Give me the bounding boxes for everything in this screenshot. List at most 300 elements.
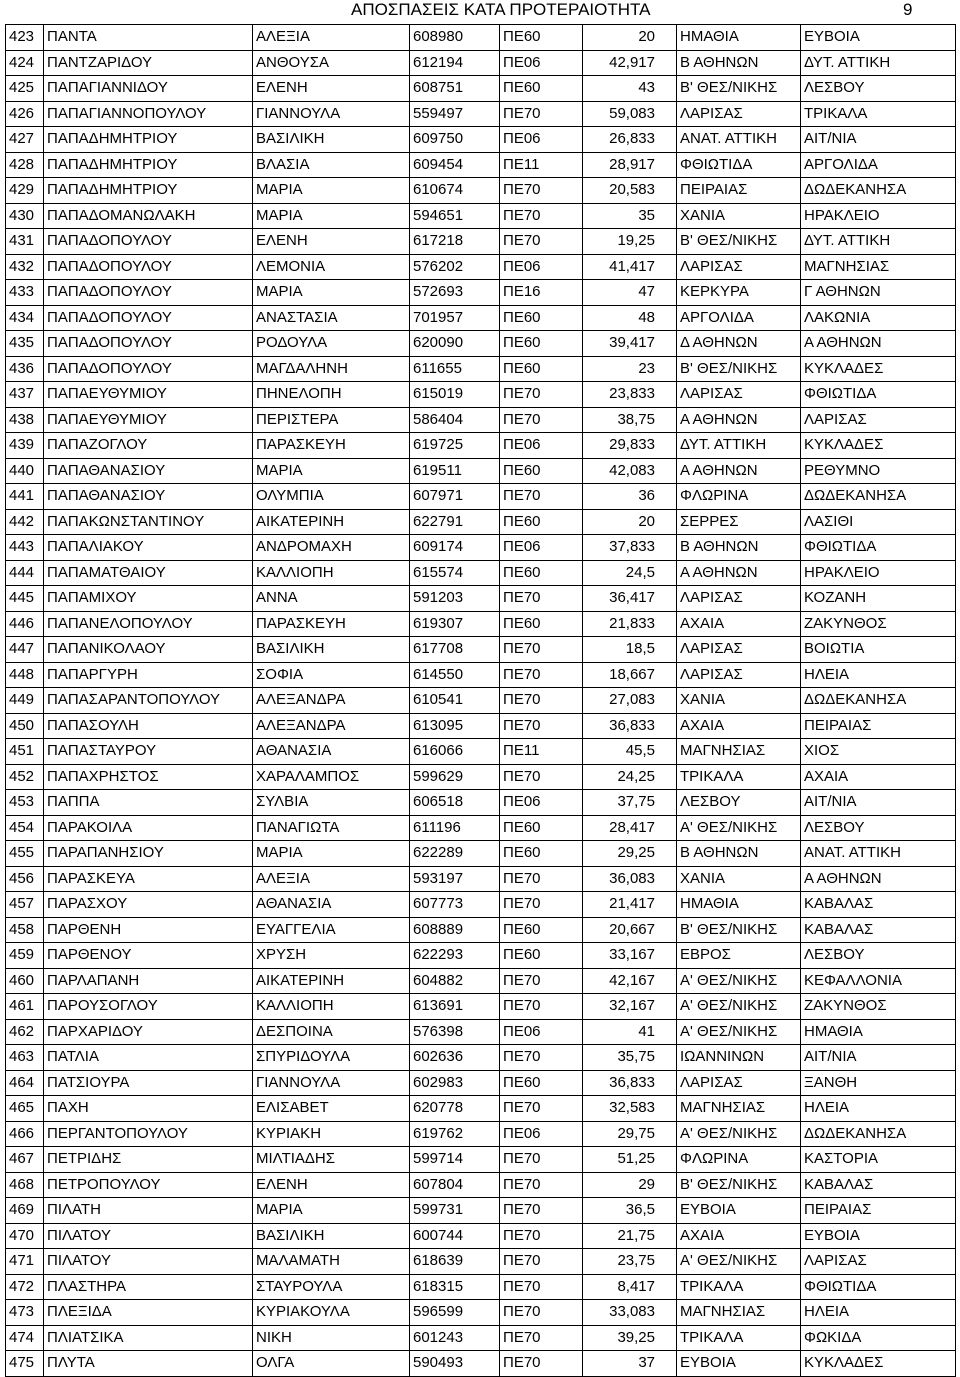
first-name-cell: ΓΙΑΝΝΟΥΛΑ [253, 1070, 410, 1096]
destination-directorate-cell: ΕΥΒΟΙΑ [801, 1223, 956, 1249]
first-name-cell: ΣΟΦΙΑ [253, 662, 410, 688]
table-row [6, 509, 956, 535]
registry-number-cell: 576398 [410, 1019, 500, 1045]
score-cell: 29,75 [583, 1121, 677, 1147]
score-cell: 32,583 [583, 1096, 677, 1122]
specialty-cell: ΠΕ70 [500, 866, 583, 892]
surname-cell: ΠΑΡΑΣΧΟΥ [44, 892, 253, 918]
score-cell: 48 [583, 305, 677, 331]
score-cell: 20,583 [583, 178, 677, 204]
destination-directorate-cell: ΛΕΣΒΟΥ [801, 76, 956, 102]
table-row [6, 713, 956, 739]
origin-directorate-cell: ΑΧΑΙΑ [677, 713, 801, 739]
origin-directorate-cell: ΕΥΒΟΙΑ [677, 1198, 801, 1224]
surname-cell: ΠΑΠΑΧΡΗΣΤΟΣ [44, 764, 253, 790]
table-row [6, 407, 956, 433]
origin-directorate-cell: Δ ΑΘΗΝΩΝ [677, 331, 801, 357]
score-cell: 36 [583, 484, 677, 510]
destination-directorate-cell: ΛΑΡΙΣΑΣ [801, 407, 956, 433]
score-cell: 42,167 [583, 968, 677, 994]
specialty-cell: ΠΕ06 [500, 433, 583, 459]
specialty-cell: ΠΕ06 [500, 1121, 583, 1147]
destination-directorate-cell: ΚΑΒΑΛΑΣ [801, 917, 956, 943]
origin-directorate-cell: Α ΑΘΗΝΩΝ [677, 407, 801, 433]
surname-cell: ΠΙΛΑΤΟΥ [44, 1223, 253, 1249]
page-title: ΑΠΟΣΠΑΣΕΙΣ ΚΑΤΑ ΠΡΟΤΕΡΑΙΟΤΗΤΑ [351, 0, 651, 19]
first-name-cell: ΠΑΡΑΣΚΕΥΗ [253, 433, 410, 459]
specialty-cell: ΠΕ70 [500, 764, 583, 790]
origin-directorate-cell: ΜΑΓΝΗΣΙΑΣ [677, 1300, 801, 1326]
registry-number-cell: 619725 [410, 433, 500, 459]
score-cell: 29 [583, 1172, 677, 1198]
surname-cell: ΠΑΠΑΝΙΚΟΛΑΟΥ [44, 637, 253, 663]
row-number-cell: 467 [6, 1147, 44, 1173]
table-row [6, 637, 956, 663]
specialty-cell: ΠΕ70 [500, 1045, 583, 1071]
registry-number-cell: 600744 [410, 1223, 500, 1249]
destination-directorate-cell: ΔΩΔΕΚΑΝΗΣΑ [801, 1121, 956, 1147]
records-body [6, 25, 956, 1377]
first-name-cell: ΕΛΙΣΑΒΕΤ [253, 1096, 410, 1122]
specialty-cell: ΠΕ70 [500, 688, 583, 714]
registry-number-cell: 599714 [410, 1147, 500, 1173]
registry-number-cell: 614550 [410, 662, 500, 688]
score-cell: 59,083 [583, 101, 677, 127]
surname-cell: ΠΛΙΑΤΣΙΚΑ [44, 1325, 253, 1351]
first-name-cell: ΝΙΚΗ [253, 1325, 410, 1351]
destination-directorate-cell: ΚΕΦΑΛΛΟΝΙΑ [801, 968, 956, 994]
row-number-cell: 437 [6, 382, 44, 408]
specialty-cell: ΠΕ70 [500, 229, 583, 255]
origin-directorate-cell: ΑΡΓΟΛΙΔΑ [677, 305, 801, 331]
score-cell: 41,417 [583, 254, 677, 280]
specialty-cell: ΠΕ70 [500, 994, 583, 1020]
surname-cell: ΠΑΠΑΖΟΓΛΟΥ [44, 433, 253, 459]
registry-number-cell: 608889 [410, 917, 500, 943]
origin-directorate-cell: ΑΧΑΙΑ [677, 1223, 801, 1249]
first-name-cell: ΧΑΡΑΛΑΜΠΟΣ [253, 764, 410, 790]
specialty-cell: ΠΕ60 [500, 943, 583, 969]
registry-number-cell: 609750 [410, 127, 500, 153]
records-table [5, 24, 956, 1377]
origin-directorate-cell: ΜΑΓΝΗΣΙΑΣ [677, 1096, 801, 1122]
first-name-cell: ΜΑΡΙΑ [253, 458, 410, 484]
table-row [6, 1300, 956, 1326]
score-cell: 21,75 [583, 1223, 677, 1249]
specialty-cell: ΠΕ70 [500, 713, 583, 739]
score-cell: 37,833 [583, 535, 677, 561]
registry-number-cell: 610541 [410, 688, 500, 714]
destination-directorate-cell: ΚΥΚΛΑΔΕΣ [801, 433, 956, 459]
registry-number-cell: 604882 [410, 968, 500, 994]
surname-cell: ΠΑΤΣΙΟΥΡΑ [44, 1070, 253, 1096]
row-number-cell: 454 [6, 815, 44, 841]
destination-directorate-cell: Α ΑΘΗΝΩΝ [801, 331, 956, 357]
destination-directorate-cell: ΛΑΣΙΘΙ [801, 509, 956, 535]
registry-number-cell: 622293 [410, 943, 500, 969]
destination-directorate-cell: ΗΛΕΙΑ [801, 1300, 956, 1326]
specialty-cell: ΠΕ70 [500, 1325, 583, 1351]
table-row [6, 560, 956, 586]
registry-number-cell: 617218 [410, 229, 500, 255]
first-name-cell: ΒΑΣΙΛΙΚΗ [253, 1223, 410, 1249]
registry-number-cell: 608980 [410, 25, 500, 51]
destination-directorate-cell: ΞΑΝΘΗ [801, 1070, 956, 1096]
row-number-cell: 430 [6, 203, 44, 229]
row-number-cell: 446 [6, 611, 44, 637]
origin-directorate-cell: ΕΥΒΟΙΑ [677, 1351, 801, 1377]
row-number-cell: 439 [6, 433, 44, 459]
row-number-cell: 464 [6, 1070, 44, 1096]
surname-cell: ΠΑΠΠΑ [44, 790, 253, 816]
table-row [6, 484, 956, 510]
destination-directorate-cell: ΡΕΘΥΜΝΟ [801, 458, 956, 484]
score-cell: 33,083 [583, 1300, 677, 1326]
first-name-cell: ΕΛΕΝΗ [253, 76, 410, 102]
table-row [6, 178, 956, 204]
table-row [6, 76, 956, 102]
specialty-cell: ΠΕ16 [500, 280, 583, 306]
score-cell: 36,083 [583, 866, 677, 892]
destination-directorate-cell: Γ ΑΘΗΝΩΝ [801, 280, 956, 306]
row-number-cell: 427 [6, 127, 44, 153]
first-name-cell: ΑΘΑΝΑΣΙΑ [253, 739, 410, 765]
origin-directorate-cell: Β' ΘΕΣ/ΝΙΚΗΣ [677, 356, 801, 382]
table-row [6, 382, 956, 408]
specialty-cell: ΠΕ11 [500, 739, 583, 765]
destination-directorate-cell: ΛΕΣΒΟΥ [801, 943, 956, 969]
score-cell: 29,25 [583, 841, 677, 867]
table-row [6, 611, 956, 637]
first-name-cell: ΑΛΕΞΙΑ [253, 866, 410, 892]
specialty-cell: ΠΕ60 [500, 611, 583, 637]
origin-directorate-cell: ΛΑΡΙΣΑΣ [677, 662, 801, 688]
surname-cell: ΠΛΑΣΤΗΡΑ [44, 1274, 253, 1300]
table-row [6, 203, 956, 229]
surname-cell: ΠΑΡΟΥΣΟΓΛΟΥ [44, 994, 253, 1020]
score-cell: 39,25 [583, 1325, 677, 1351]
surname-cell: ΠΑΡΑΠΑΝΗΣΙΟΥ [44, 841, 253, 867]
score-cell: 20 [583, 25, 677, 51]
row-number-cell: 429 [6, 178, 44, 204]
surname-cell: ΠΕΤΡΟΠΟΥΛΟΥ [44, 1172, 253, 1198]
specialty-cell: ΠΕ60 [500, 815, 583, 841]
table-row [6, 994, 956, 1020]
first-name-cell: ΧΡΥΣΗ [253, 943, 410, 969]
row-number-cell: 449 [6, 688, 44, 714]
destination-directorate-cell: ΖΑΚΥΝΘΟΣ [801, 994, 956, 1020]
destination-directorate-cell: ΔΩΔΕΚΑΝΗΣΑ [801, 178, 956, 204]
score-cell: 36,417 [583, 586, 677, 612]
specialty-cell: ΠΕ70 [500, 484, 583, 510]
table-row [6, 866, 956, 892]
surname-cell: ΠΙΛΑΤΗ [44, 1198, 253, 1224]
table-row [6, 968, 956, 994]
surname-cell: ΠΑΠΑΔΟΠΟΥΛΟΥ [44, 280, 253, 306]
specialty-cell: ΠΕ70 [500, 968, 583, 994]
surname-cell: ΠΑΠΑΔΟΠΟΥΛΟΥ [44, 254, 253, 280]
table-row [6, 739, 956, 765]
surname-cell: ΠΑΠΑΕΥΘΥΜΙΟΥ [44, 382, 253, 408]
destination-directorate-cell: ΗΡΑΚΛΕΙΟ [801, 560, 956, 586]
specialty-cell: ΠΕ60 [500, 458, 583, 484]
table-row [6, 1096, 956, 1122]
surname-cell: ΠΑΠΑΔΟΠΟΥΛΟΥ [44, 331, 253, 357]
origin-directorate-cell: ΛΑΡΙΣΑΣ [677, 586, 801, 612]
destination-directorate-cell: ΚΥΚΛΑΔΕΣ [801, 1351, 956, 1377]
registry-number-cell: 559497 [410, 101, 500, 127]
row-number-cell: 433 [6, 280, 44, 306]
destination-directorate-cell: ΑΙΤ/ΝΙΑ [801, 790, 956, 816]
destination-directorate-cell: ΚΑΒΑΛΑΣ [801, 892, 956, 918]
row-number-cell: 459 [6, 943, 44, 969]
row-number-cell: 447 [6, 637, 44, 663]
origin-directorate-cell: ΗΜΑΘΙΑ [677, 892, 801, 918]
table-row [6, 943, 956, 969]
registry-number-cell: 590493 [410, 1351, 500, 1377]
surname-cell: ΠΑΠΑΜΑΤΘΑΙΟΥ [44, 560, 253, 586]
origin-directorate-cell: Β' ΘΕΣ/ΝΙΚΗΣ [677, 1172, 801, 1198]
surname-cell: ΠΕΤΡΙΔΗΣ [44, 1147, 253, 1173]
destination-directorate-cell: ΑΝΑΤ. ΑΤΤΙΚΗ [801, 841, 956, 867]
origin-directorate-cell: ΧΑΝΙΑ [677, 866, 801, 892]
origin-directorate-cell: ΕΒΡΟΣ [677, 943, 801, 969]
registry-number-cell: 606518 [410, 790, 500, 816]
score-cell: 35,75 [583, 1045, 677, 1071]
specialty-cell: ΠΕ06 [500, 254, 583, 280]
first-name-cell: ΚΥΡΙΑΚΗ [253, 1121, 410, 1147]
row-number-cell: 442 [6, 509, 44, 535]
row-number-cell: 458 [6, 917, 44, 943]
table-row [6, 688, 956, 714]
first-name-cell: ΑΛΕΞΙΑ [253, 25, 410, 51]
row-number-cell: 471 [6, 1249, 44, 1275]
table-row [6, 458, 956, 484]
table-row [6, 229, 956, 255]
origin-directorate-cell: ΗΜΑΘΙΑ [677, 25, 801, 51]
row-number-cell: 452 [6, 764, 44, 790]
origin-directorate-cell: Β' ΘΕΣ/ΝΙΚΗΣ [677, 76, 801, 102]
origin-directorate-cell: ΛΑΡΙΣΑΣ [677, 101, 801, 127]
origin-directorate-cell: Α' ΘΕΣ/ΝΙΚΗΣ [677, 994, 801, 1020]
first-name-cell: ΣΠΥΡΙΔΟΥΛΑ [253, 1045, 410, 1071]
score-cell: 51,25 [583, 1147, 677, 1173]
registry-number-cell: 622791 [410, 509, 500, 535]
surname-cell: ΠΑΠΑΚΩΝΣΤΑΝΤΙΝΟΥ [44, 509, 253, 535]
surname-cell: ΠΑΠΑΔΟΜΑΝΩΛΑΚΗ [44, 203, 253, 229]
first-name-cell: ΒΑΣΙΛΙΚΗ [253, 637, 410, 663]
surname-cell: ΠΑΠΑΓΙΑΝΝΟΠΟΥΛΟΥ [44, 101, 253, 127]
destination-directorate-cell: ΔΥΤ. ΑΤΤΙΚΗ [801, 229, 956, 255]
first-name-cell: ΑΝΘΟΥΣΑ [253, 50, 410, 76]
registry-number-cell: 609174 [410, 535, 500, 561]
surname-cell: ΠΑΠΑΛΙΑΚΟΥ [44, 535, 253, 561]
destination-directorate-cell: ΚΑΣΤΟΡΙΑ [801, 1147, 956, 1173]
first-name-cell: ΠΑΡΑΣΚΕΥΗ [253, 611, 410, 637]
first-name-cell: ΟΛΓΑ [253, 1351, 410, 1377]
registry-number-cell: 607773 [410, 892, 500, 918]
surname-cell: ΠΑΠΑΘΑΝΑΣΙΟΥ [44, 458, 253, 484]
first-name-cell: ΜΑΓΔΑΛΗΝΗ [253, 356, 410, 382]
first-name-cell: ΒΑΣΙΛΙΚΗ [253, 127, 410, 153]
row-number-cell: 462 [6, 1019, 44, 1045]
table-row [6, 152, 956, 178]
destination-directorate-cell: ΠΕΙΡΑΙΑΣ [801, 1198, 956, 1224]
origin-directorate-cell: ΔΥΤ. ΑΤΤΙΚΗ [677, 433, 801, 459]
surname-cell: ΠΛΥΤΑ [44, 1351, 253, 1377]
row-number-cell: 431 [6, 229, 44, 255]
origin-directorate-cell: Β' ΘΕΣ/ΝΙΚΗΣ [677, 229, 801, 255]
score-cell: 19,25 [583, 229, 677, 255]
table-row [6, 280, 956, 306]
destination-directorate-cell: ΔΥΤ. ΑΤΤΙΚΗ [801, 50, 956, 76]
first-name-cell: ΜΑΡΙΑ [253, 1198, 410, 1224]
first-name-cell: ΜΑΡΙΑ [253, 203, 410, 229]
first-name-cell: ΜΙΛΤΙΑΔΗΣ [253, 1147, 410, 1173]
table-row [6, 586, 956, 612]
table-row [6, 662, 956, 688]
score-cell: 41 [583, 1019, 677, 1045]
origin-directorate-cell: ΛΕΣΒΟΥ [677, 790, 801, 816]
specialty-cell: ΠΕ70 [500, 892, 583, 918]
first-name-cell: ΑΝΑΣΤΑΣΙΑ [253, 305, 410, 331]
score-cell: 43 [583, 76, 677, 102]
specialty-cell: ΠΕ70 [500, 1172, 583, 1198]
table-row [6, 1198, 956, 1224]
score-cell: 42,083 [583, 458, 677, 484]
row-number-cell: 465 [6, 1096, 44, 1122]
registry-number-cell: 619307 [410, 611, 500, 637]
specialty-cell: ΠΕ70 [500, 1249, 583, 1275]
score-cell: 35 [583, 203, 677, 229]
surname-cell: ΠΑΠΑΣΟΥΛΗ [44, 713, 253, 739]
registry-number-cell: 596599 [410, 1300, 500, 1326]
first-name-cell: ΟΛΥΜΠΙΑ [253, 484, 410, 510]
specialty-cell: ΠΕ70 [500, 586, 583, 612]
first-name-cell: ΑΘΑΝΑΣΙΑ [253, 892, 410, 918]
score-cell: 36,5 [583, 1198, 677, 1224]
table-row [6, 1223, 956, 1249]
specialty-cell: ΠΕ70 [500, 1223, 583, 1249]
destination-directorate-cell: ΦΘΙΩΤΙΔΑ [801, 1274, 956, 1300]
registry-number-cell: 618315 [410, 1274, 500, 1300]
first-name-cell: ΑΛΕΞΑΝΔΡΑ [253, 688, 410, 714]
surname-cell: ΠΑΡΑΚΟΙΛΑ [44, 815, 253, 841]
surname-cell: ΠΑΡΑΣΚΕΥΑ [44, 866, 253, 892]
destination-directorate-cell: ΒΟΙΩΤΙΑ [801, 637, 956, 663]
specialty-cell: ΠΕ60 [500, 331, 583, 357]
origin-directorate-cell: ΚΕΡΚΥΡΑ [677, 280, 801, 306]
score-cell: 18,667 [583, 662, 677, 688]
specialty-cell: ΠΕ06 [500, 50, 583, 76]
score-cell: 29,833 [583, 433, 677, 459]
score-cell: 23,75 [583, 1249, 677, 1275]
origin-directorate-cell: ΦΛΩΡΙΝΑ [677, 1147, 801, 1173]
first-name-cell: ΑΙΚΑΤΕΡΙΝΗ [253, 968, 410, 994]
surname-cell: ΠΑΡΧΑΡΙΔΟΥ [44, 1019, 253, 1045]
first-name-cell: ΚΑΛΛΙΟΠΗ [253, 560, 410, 586]
origin-directorate-cell: ΦΛΩΡΙΝΑ [677, 484, 801, 510]
specialty-cell: ΠΕ70 [500, 1147, 583, 1173]
origin-directorate-cell: Α' ΘΕΣ/ΝΙΚΗΣ [677, 1019, 801, 1045]
score-cell: 47 [583, 280, 677, 306]
specialty-cell: ΠΕ60 [500, 917, 583, 943]
table-row [6, 1070, 956, 1096]
destination-directorate-cell: ΑΡΓΟΛΙΔΑ [801, 152, 956, 178]
table-row [6, 305, 956, 331]
row-number-cell: 438 [6, 407, 44, 433]
score-cell: 8,417 [583, 1274, 677, 1300]
first-name-cell: ΔΕΣΠΟΙΝΑ [253, 1019, 410, 1045]
specialty-cell: ΠΕ70 [500, 1300, 583, 1326]
surname-cell: ΠΑΠΑΣΑΡΑΝΤΟΠΟΥΛΟΥ [44, 688, 253, 714]
registry-number-cell: 611655 [410, 356, 500, 382]
surname-cell: ΠΑΠΑΡΓΥΡΗ [44, 662, 253, 688]
destination-directorate-cell: ΚΟΖΑΝΗ [801, 586, 956, 612]
specialty-cell: ΠΕ11 [500, 152, 583, 178]
row-number-cell: 457 [6, 892, 44, 918]
surname-cell: ΠΑΠΑΝΕΛΟΠΟΥΛΟΥ [44, 611, 253, 637]
destination-directorate-cell: ΛΕΣΒΟΥ [801, 815, 956, 841]
row-number-cell: 468 [6, 1172, 44, 1198]
origin-directorate-cell: Α ΑΘΗΝΩΝ [677, 560, 801, 586]
destination-directorate-cell: ΦΘΙΩΤΙΔΑ [801, 535, 956, 561]
origin-directorate-cell: Α' ΘΕΣ/ΝΙΚΗΣ [677, 1121, 801, 1147]
registry-number-cell: 599731 [410, 1198, 500, 1224]
row-number-cell: 456 [6, 866, 44, 892]
first-name-cell: ΑΝΝΑ [253, 586, 410, 612]
surname-cell: ΠΛΕΞΙΔΑ [44, 1300, 253, 1326]
score-cell: 36,833 [583, 713, 677, 739]
registry-number-cell: 620090 [410, 331, 500, 357]
first-name-cell: ΠΕΡΙΣΤΕΡΑ [253, 407, 410, 433]
origin-directorate-cell: Α' ΘΕΣ/ΝΙΚΗΣ [677, 815, 801, 841]
table-row [6, 1045, 956, 1071]
destination-directorate-cell: ΑΧΑΙΑ [801, 764, 956, 790]
specialty-cell: ΠΕ06 [500, 1019, 583, 1045]
registry-number-cell: 619511 [410, 458, 500, 484]
row-number-cell: 444 [6, 560, 44, 586]
origin-directorate-cell: Α' ΘΕΣ/ΝΙΚΗΣ [677, 1249, 801, 1275]
table-row [6, 841, 956, 867]
origin-directorate-cell: Β ΑΘΗΝΩΝ [677, 841, 801, 867]
surname-cell: ΠΑΝΤΑ [44, 25, 253, 51]
row-number-cell: 440 [6, 458, 44, 484]
table-row [6, 1147, 956, 1173]
registry-number-cell: 617708 [410, 637, 500, 663]
table-row [6, 331, 956, 357]
specialty-cell: ΠΕ70 [500, 637, 583, 663]
destination-directorate-cell: ΚΑΒΑΛΑΣ [801, 1172, 956, 1198]
specialty-cell: ΠΕ70 [500, 382, 583, 408]
origin-directorate-cell: ΑΝΑΤ. ΑΤΤΙΚΗ [677, 127, 801, 153]
origin-directorate-cell: Α ΑΘΗΝΩΝ [677, 458, 801, 484]
row-number-cell: 460 [6, 968, 44, 994]
table-row [6, 1325, 956, 1351]
page-number: 9 [903, 0, 913, 19]
first-name-cell: ΕΥΑΓΓΕΛΙΑ [253, 917, 410, 943]
origin-directorate-cell: Β ΑΘΗΝΩΝ [677, 535, 801, 561]
origin-directorate-cell: ΧΑΝΙΑ [677, 203, 801, 229]
registry-number-cell: 609454 [410, 152, 500, 178]
surname-cell: ΠΑΠΑΕΥΘΥΜΙΟΥ [44, 407, 253, 433]
table-row [6, 50, 956, 76]
registry-number-cell: 602636 [410, 1045, 500, 1071]
row-number-cell: 423 [6, 25, 44, 51]
origin-directorate-cell: Α' ΘΕΣ/ΝΙΚΗΣ [677, 968, 801, 994]
destination-directorate-cell: ΔΩΔΕΚΑΝΗΣΑ [801, 484, 956, 510]
score-cell: 21,417 [583, 892, 677, 918]
